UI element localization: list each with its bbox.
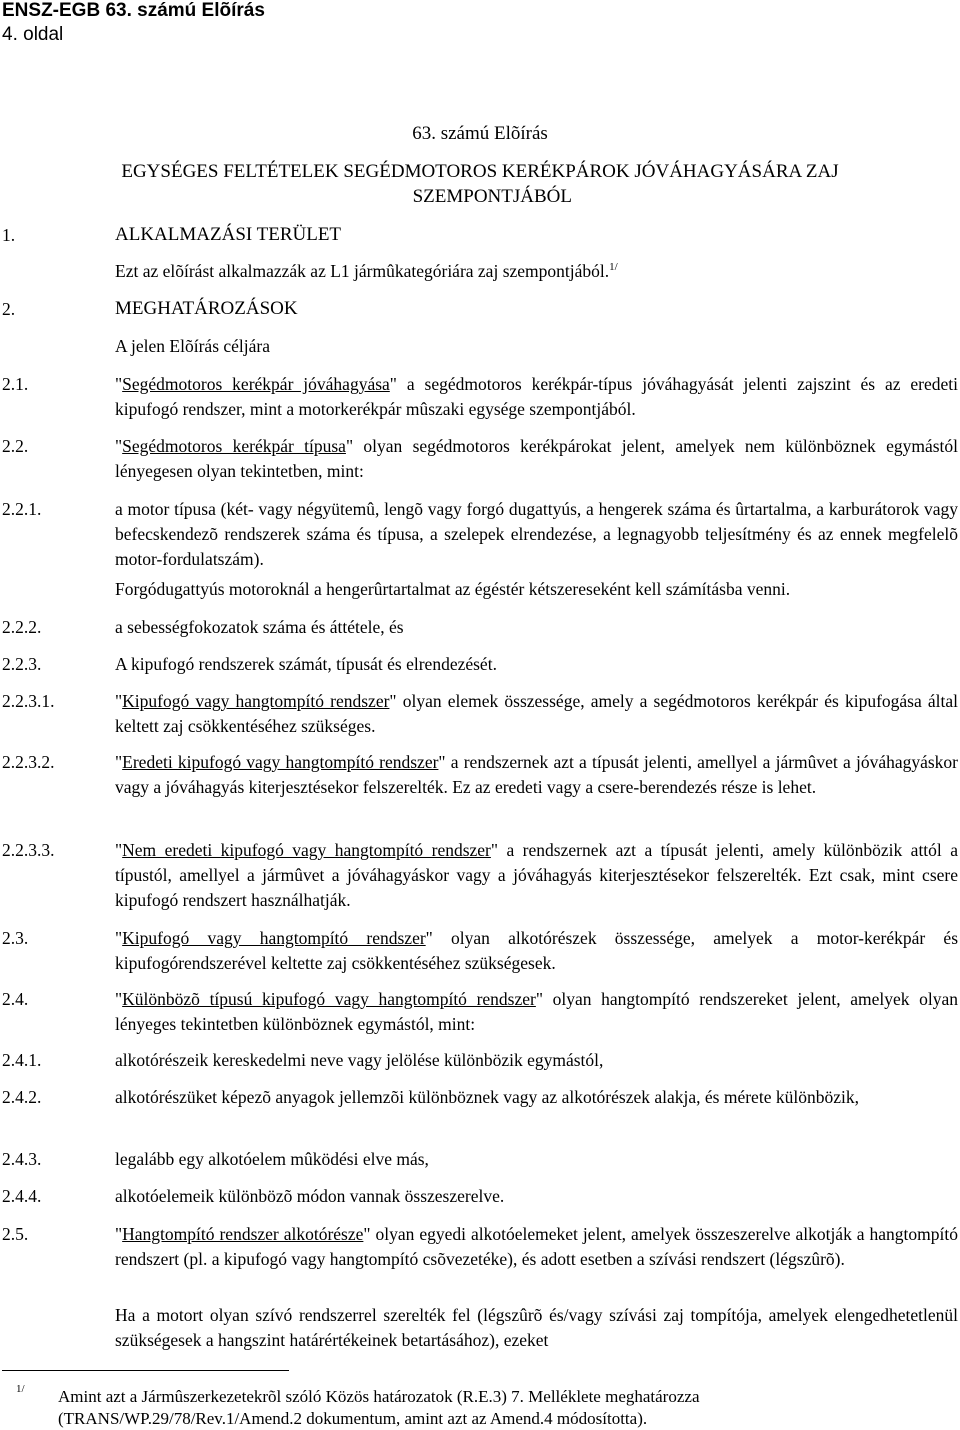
item-number: 2.4.2. <box>2 1087 42 1107</box>
regulation-title: EGYSÉGES FELTÉTELEK SEGÉDMOTOROS KERÉKPÁROK JÓVÁHAGYÁSÁRA ZAJ <box>121 161 839 182</box>
defined-term: Kipufogó vagy hangtompító rendszer <box>122 928 426 948</box>
definition: "Kipufogó vagy hangtompító rendszer" olyan alkotórészek összessége, amelyek a motor-kerékpár és kipufogórendszerével keltette zaj csökkentéséhez szükségesek. <box>115 928 959 973</box>
defined-term: Hangtompító rendszer alkotórésze <box>122 1224 364 1244</box>
item-number: 2.3. <box>2 928 29 948</box>
item-number: 2.2.3.1. <box>2 691 55 711</box>
page-number: 4. oldal <box>2 24 64 45</box>
paragraph: a sebességfokozatok száma és áttétele, és <box>115 617 404 637</box>
defined-term: Eredeti kipufogó vagy hangtompító rendszer <box>122 752 439 772</box>
item-number: 2.5. <box>2 1224 29 1244</box>
regulation-title-cont: SZEMPONTJÁBÓL <box>412 186 572 207</box>
item-number: 2.2.3.2. <box>2 752 55 772</box>
section-heading: MEGHATÁROZÁSOK <box>115 298 298 319</box>
document-title: ENSZ-EGB 63. számú Elõírás <box>2 0 265 21</box>
defined-term: Kipufogó vagy hangtompító rendszer <box>122 691 390 711</box>
definition: "Segédmotoros kerékpár típusa" olyan segédmotoros kerékpárokat jelent, amelyek nem különböznek egymástól lényegesen olyan tekintetben, mint: <box>115 436 959 481</box>
paragraph: A jelen Elõírás céljára <box>115 336 270 356</box>
paragraph: a motor típusa (két- vagy négyütemû, lengõ vagy forgó dugattyús, a hengerek száma és ûrtartalma, a karburátorok vagy befecskendezõ rendszerek száma és típusa, a szelepek elrendezése, a legnagyobb teljesítmény és az ennek megfelelõ motor-fordulatszám). <box>115 499 958 569</box>
section-number: 1. <box>2 225 16 245</box>
defined-term: Segédmotoros kerékpár típusa <box>122 436 346 456</box>
paragraph: alkotórészeik kereskedelmi neve vagy jelölése különbözik egymástól, <box>115 1050 604 1070</box>
definition: "Nem eredeti kipufogó vagy hangtompító rendszer" a rendszernek azt a típusát jelenti, amely különbözik attól a típustól, amellyel a jármûvet a jóváhagyáskor vagy a jóváhagyás kiterjesztésekor felszerelték. Ezt csak, mint csere kipufogó rendszert használhatják. <box>115 840 958 910</box>
footnote-divider <box>2 1370 289 1371</box>
item-number: 2.4.4. <box>2 1186 42 1206</box>
item-number: 2.2.3.3. <box>2 840 55 860</box>
defined-term: Segédmotoros kerékpár jóváhagyása <box>122 374 390 394</box>
defined-term: Nem eredeti kipufogó vagy hangtompító rendszer <box>122 840 491 860</box>
paragraph: A kipufogó rendszerek számát, típusát és elrendezését. <box>115 654 497 674</box>
definition: "Különbözõ típusú kipufogó vagy hangtompító rendszer" olyan hangtompító rendszereket jelent, amelyek olyan lényeges tekintetben különböznek egymástól, mint: <box>115 989 958 1034</box>
paragraph: legalább egy alkotóelem mûködési elve más, <box>115 1149 429 1169</box>
definition: "Hangtompító rendszer alkotórésze" olyan egyedi alkotóelemeket jelent, amelyek összeszerelve alkotják a hangtompító rendszert (pl. a kipufogó vagy hangtompító csõvezetéke), és adott esetben a szívási rendszert (légszûrõ). <box>115 1224 958 1269</box>
item-number: 2.2.2. <box>2 617 42 637</box>
item-number: 2.2.3. <box>2 654 42 674</box>
defined-term: Különbözõ típusú kipufogó vagy hangtompító rendszer <box>122 989 536 1009</box>
item-number: 2.2.1. <box>2 499 42 519</box>
item-number: 2.2. <box>2 436 29 456</box>
item-number: 2.4.1. <box>2 1050 42 1070</box>
item-number: 2.4.3. <box>2 1149 42 1169</box>
paragraph: Ezt az elõírást alkalmazzák az L1 jármûkategóriára zaj szempontjából.$^{1/}$ <box>115 261 618 281</box>
item-number: 2.1. <box>2 374 29 394</box>
paragraph: alkotórészüket képezõ anyagok jellemzõi különböznek vagy az alkotórészek alakja, és mérete különbözik, <box>115 1087 859 1107</box>
footnote-text: Amint azt a Jármûszerkezetekrõl szóló Közös határozatok (R.E.3) 7. Melléklete meghatározza (TRANS/WP.29/78/Rev.1/Amend.2 dokumentum, amint azt az Amend.4 módosította). <box>58 1387 700 1428</box>
paragraph: Forgódugattyús motoroknál a hengerûrtartalmat az égéstér kétszereseként kell számításba venni. <box>115 579 791 599</box>
definition: "Segédmotoros kerékpár jóváhagyása" a segédmotoros kerékpár-típus jóváhagyását jelenti zajszint és az eredeti kipufogó rendszer, mint a motorkerékpár mûszaki egysége szempontjából. <box>115 374 958 419</box>
footnote-ref: 1/ <box>609 261 618 273</box>
footnote-marker: 1/ <box>16 1383 25 1395</box>
definition: "Kipufogó vagy hangtompító rendszer" olyan elemek összessége, amely a segédmotoros kerékpár és kipufogása által keltett zaj csökkentéséhez szükséges. <box>115 691 958 736</box>
definition: "Eredeti kipufogó vagy hangtompító rendszer" a rendszernek azt a típusát jelenti, amellyel a jármûvet a jóváhagyáskor vagy a jóváhagyás kiterjesztésekor felszerelték. Ez az eredeti vagy a csere-berendezés része is lehet. <box>115 752 959 797</box>
section-heading: ALKALMAZÁSI TERÜLET <box>115 224 342 245</box>
paragraph: alkotóelemeik különbözõ módon vannak összeszerelve. <box>115 1186 505 1206</box>
section-number: 2. <box>2 299 16 319</box>
item-number: 2.4. <box>2 989 29 1009</box>
paragraph: Ha a motort olyan szívó rendszerrel szerelték fel (légszûrõ és/vagy szívási zaj tompítója, amelyek elengedhetetlenül szükségesek a hangszint határértékeinek betartásához), ezeket <box>115 1305 958 1350</box>
regulation-number: 63. számú Elõírás <box>412 123 548 144</box>
